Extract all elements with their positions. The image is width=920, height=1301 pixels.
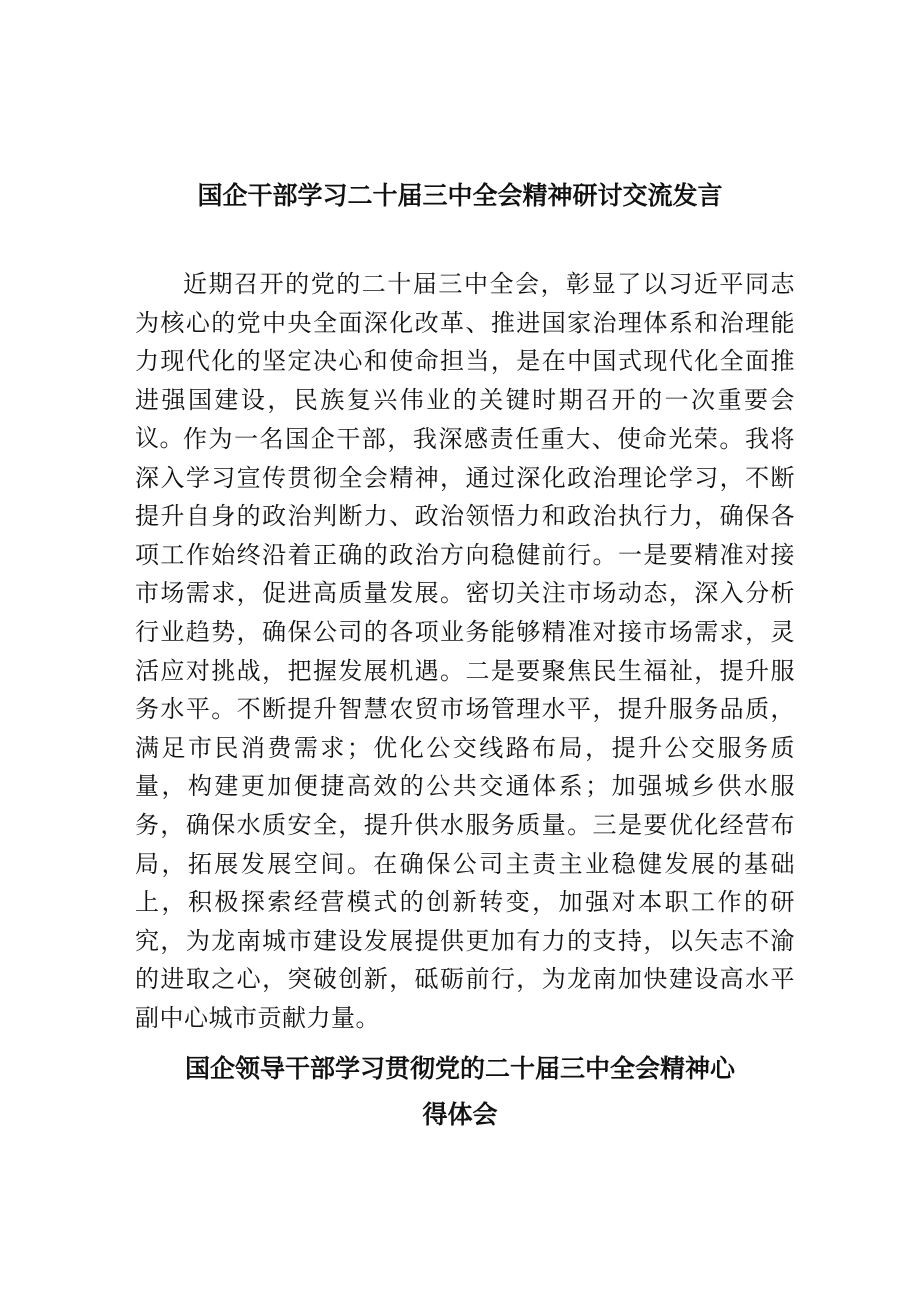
paragraph-1: 近期召开的党的二十届三中全会，彰显了以习近平同志为核心的党中央全面深化改革、推进国家治理体系和治理能力现代化的坚定决心和使命担当，是在中国式现代化全面推进强国建设，民族复兴伟业的关键时期召开的一次重要会议。	[135, 270, 795, 453]
paragraph-2: 作为一名国企干部，我深感责任重大、使命光荣。我将深入学习宣传贯彻全会精神，通过深化政治理论学习，不断提升自身的政治判断力、政治领悟力和政治执行力，确保各项工作始终沿着正确的政治方向稳健前行。一是要精准对接市场需求，促进高质量发展。密切关注市场动态，深入分析行业趋势，确保公司的各项业务能够精准对接市场需求，灵活应对挑战，把握发展机遇。二是要聚焦民生福祉，提升服务水平。不断提升智慧农贸市场管理水平，提升服务品质，满足市民消费需求；优化公交线路布局，提升公交服务质量，构建更加便捷高效的公共交通体系；加强城乡供水服务，确保水质安全，提升供水服务质量。三是要优化经营布局，拓展发展空间。在确保公司主责主业稳健发展的基础上，积极探索经营模式的创新转变，加强对本职工作的研究，为龙南城市建设发展提供更加有力的支持，以矢志不渝的进取之心，突破创新，砥砺前行，为龙南加快建设高水平副中心城市贡献力量。	[135, 425, 795, 1032]
document-title: 国企干部学习二十届三中全会精神研讨交流发言	[197, 181, 723, 210]
next-article-title: 国企领导干部学习贯彻党的二十届三中全会精神心得体会	[184, 1054, 735, 1129]
